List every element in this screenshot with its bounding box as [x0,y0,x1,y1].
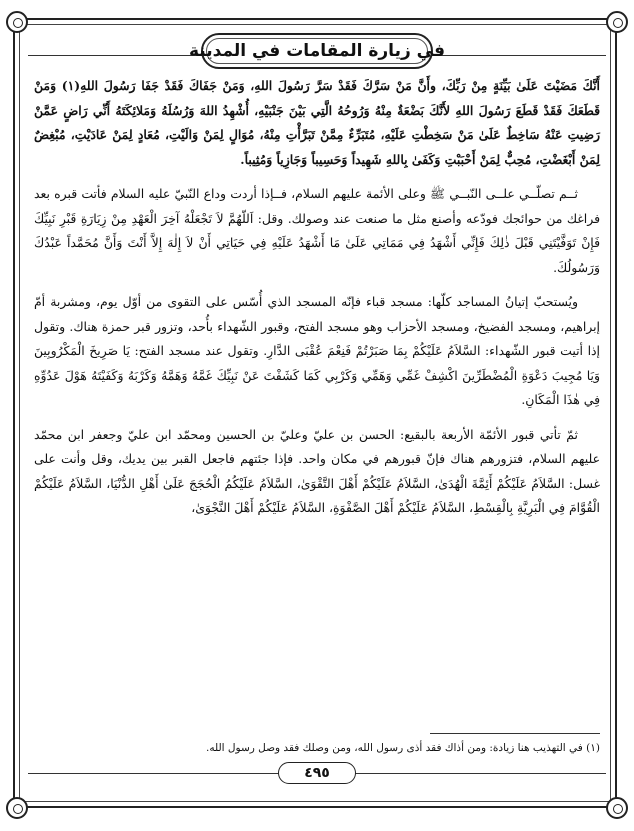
corner-ornament-bottom-left [6,797,28,819]
page-title: في زيارة المقامات في المدينة [189,41,445,61]
footnote-rule [430,733,600,734]
corner-ornament-top-left [6,11,28,33]
paragraph-baqi-imams: ثمّ تأتي قبور الأئمّة الأربعة بالبقيع: الحسن بن عليّ وعليّ بن الحسين ومحمّد ابن عليّ وجعفر ابن محمّد عليهم السلام، فتزورهم هناك فإنّ قبورهم في مكان واحد. فإذا جئتهم فاجعل القبر بين يديك، وقل وأنت على غسل: السَّلاَمُ عَلَيْكُمْ أَئِمَّةَ الْهُدَىٰ، السَّلاَمُ عَلَيْكُمْ أَهْلَ التَّقْوَىٰ، السَّلاَمُ عَلَيْكُمُ الْحُجَجَ عَلَىٰ أَهْلِ الدُّنْيَا، السَّلاَمُ عَلَيْكُمْ الْقُوَّامَ فِي الْبَرِيَّةِ بِالْقِسْطِ، السَّلاَمُ عَلَيْكُمْ أَهْلَ الصَّفْوَةِ، السَّلاَمُ عَلَيْكُمْ أَهْلَ النَّجْوَىٰ، [34,426,600,515]
page-number-cartouche [278,762,356,784]
corner-ornament-top-right [606,11,628,33]
title-cartouche [189,33,445,69]
page-body [34,74,600,521]
page-number: ٤٩٥ [304,765,330,781]
corner-ornament-bottom-right [606,797,628,819]
footnote: (١) في التهذيب هنا زيادة: ومن أذاك فقد أذى رسول الله، ومن وصلك فقد وصل رسول الله. [206,742,600,754]
paragraph-farewell: ثــم تصلّــي علــى النّبــي ﷺ وعلى الأئمة عليهم السلام، فــإذا أردت وداع النّبيّ عليه السلام فأتت قبره بعد فراغك من حوائجك فودّعه وأصنع مثل ما صنعت عند وصولك. وقل: اَللّهُمَّ لاَ تَجْعَلْهُ آخِرَ الْعَهْدِ مِنْ زِيَارَةِ قَبْرِ نَبِيِّكَ فَإِنْ تَوَفَّيْتَنِي قَبْلَ ذٰلِكَ فَإِنِّي أَشْهَدُ فِي مَمَاتِي عَلَىٰ مَا أَشْهَدُ عَلَيْهِ فِي حَيَاتِي أَنْ لاَ إِلٰهَ إِلاَّ أَنْتَ وَأَنَّ مُحَمَّداً عَبْدُكَ وَرَسُولُكَ. [34,186,600,275]
paragraph-mosques: ويُستحبّ إتيانُ المساجد كلّها: مسجد قباء فإنّه المسجد الذي أُسّس على التقوى من أوّل يوم، ومشربة أمّ إبراهيم، ومسجد الفضيخ، ومسجد الأحزاب وهو مسجد الفتح، وقبور الشّهداء بأُحد، وتزور قبر حمزة هناك. وتقول إذا أتيت قبور الشّهداء: السَّلاَمُ عَلَيْكُمْ بِمَا صَبَرْتُمْ فَنِعْمَ عُقْبَى الدَّارِ. وتقول عند مسجد الفتح: يَا صَرِيخَ الْمَكْرُوبِينَ وَيَا مُجِيبَ دَعْوَةِ الْمُضْطَرِّينَ اكْشِفْ غَمِّي وَهَمِّي وَكَرْبِي كَمَا كَشَفْتَ عَنْ نَبِيِّكَ غَمَّهُ وَهَمَّهُ وَكَرْبَهُ وَكَفَيْتَهُ هَوْلَ عَدُوِّهِ فِي هٰذَا الْمَكَانِ. [34,294,600,407]
paragraph-ziyarah-continuation: أَنَّكَ مَضَيْتَ عَلَىٰ بَيِّنَةٍ مِنْ رَبِّكَ، وأَنَّ مَنْ سَرَّكَ فَقَدْ سَرَّ رَسُولَ اللهِ، وَمَنْ جَفَاكَ فَقَدْ جَفَا رَسُولَ اللهِ(١) وَمَنْ قَطَعَكَ فَقَدْ قَطَعَ رَسُولَ اللهِ لأَنَّكَ بَضْعَةٌ مِنْهُ وَرُوحُهُ الَّتِي بَيْنَ جَنْبَيْهِ، أُشْهِدُ اللهَ وَرُسُلَهُ وَمَلائِكَتَهُ أَنِّي رَاضٍ عَمَّنْ رَضِيتِ عَنْهُ سَاخِطٌ عَلَىٰ مَنْ سَخِطْتِ عَلَيْهِ، مُتَبَرِّءٌ مِمَّنْ تَبَرَّأْتِ مِنْهُ، مُوَالٍ لِمَنْ وَالَيْتِ، مُعَادٍ لِمَنْ عَادَيْتِ، مُبْغِضٌ لِمَنْ أَبْغَضْتِ، مُحِبٌّ لِمَنْ أَحْبَبْتِ وَكَفَىٰ بِاللهِ شَهِيداً وَحَسِيباً وَجَازِياً وَمُثِيباً. [34,78,600,167]
